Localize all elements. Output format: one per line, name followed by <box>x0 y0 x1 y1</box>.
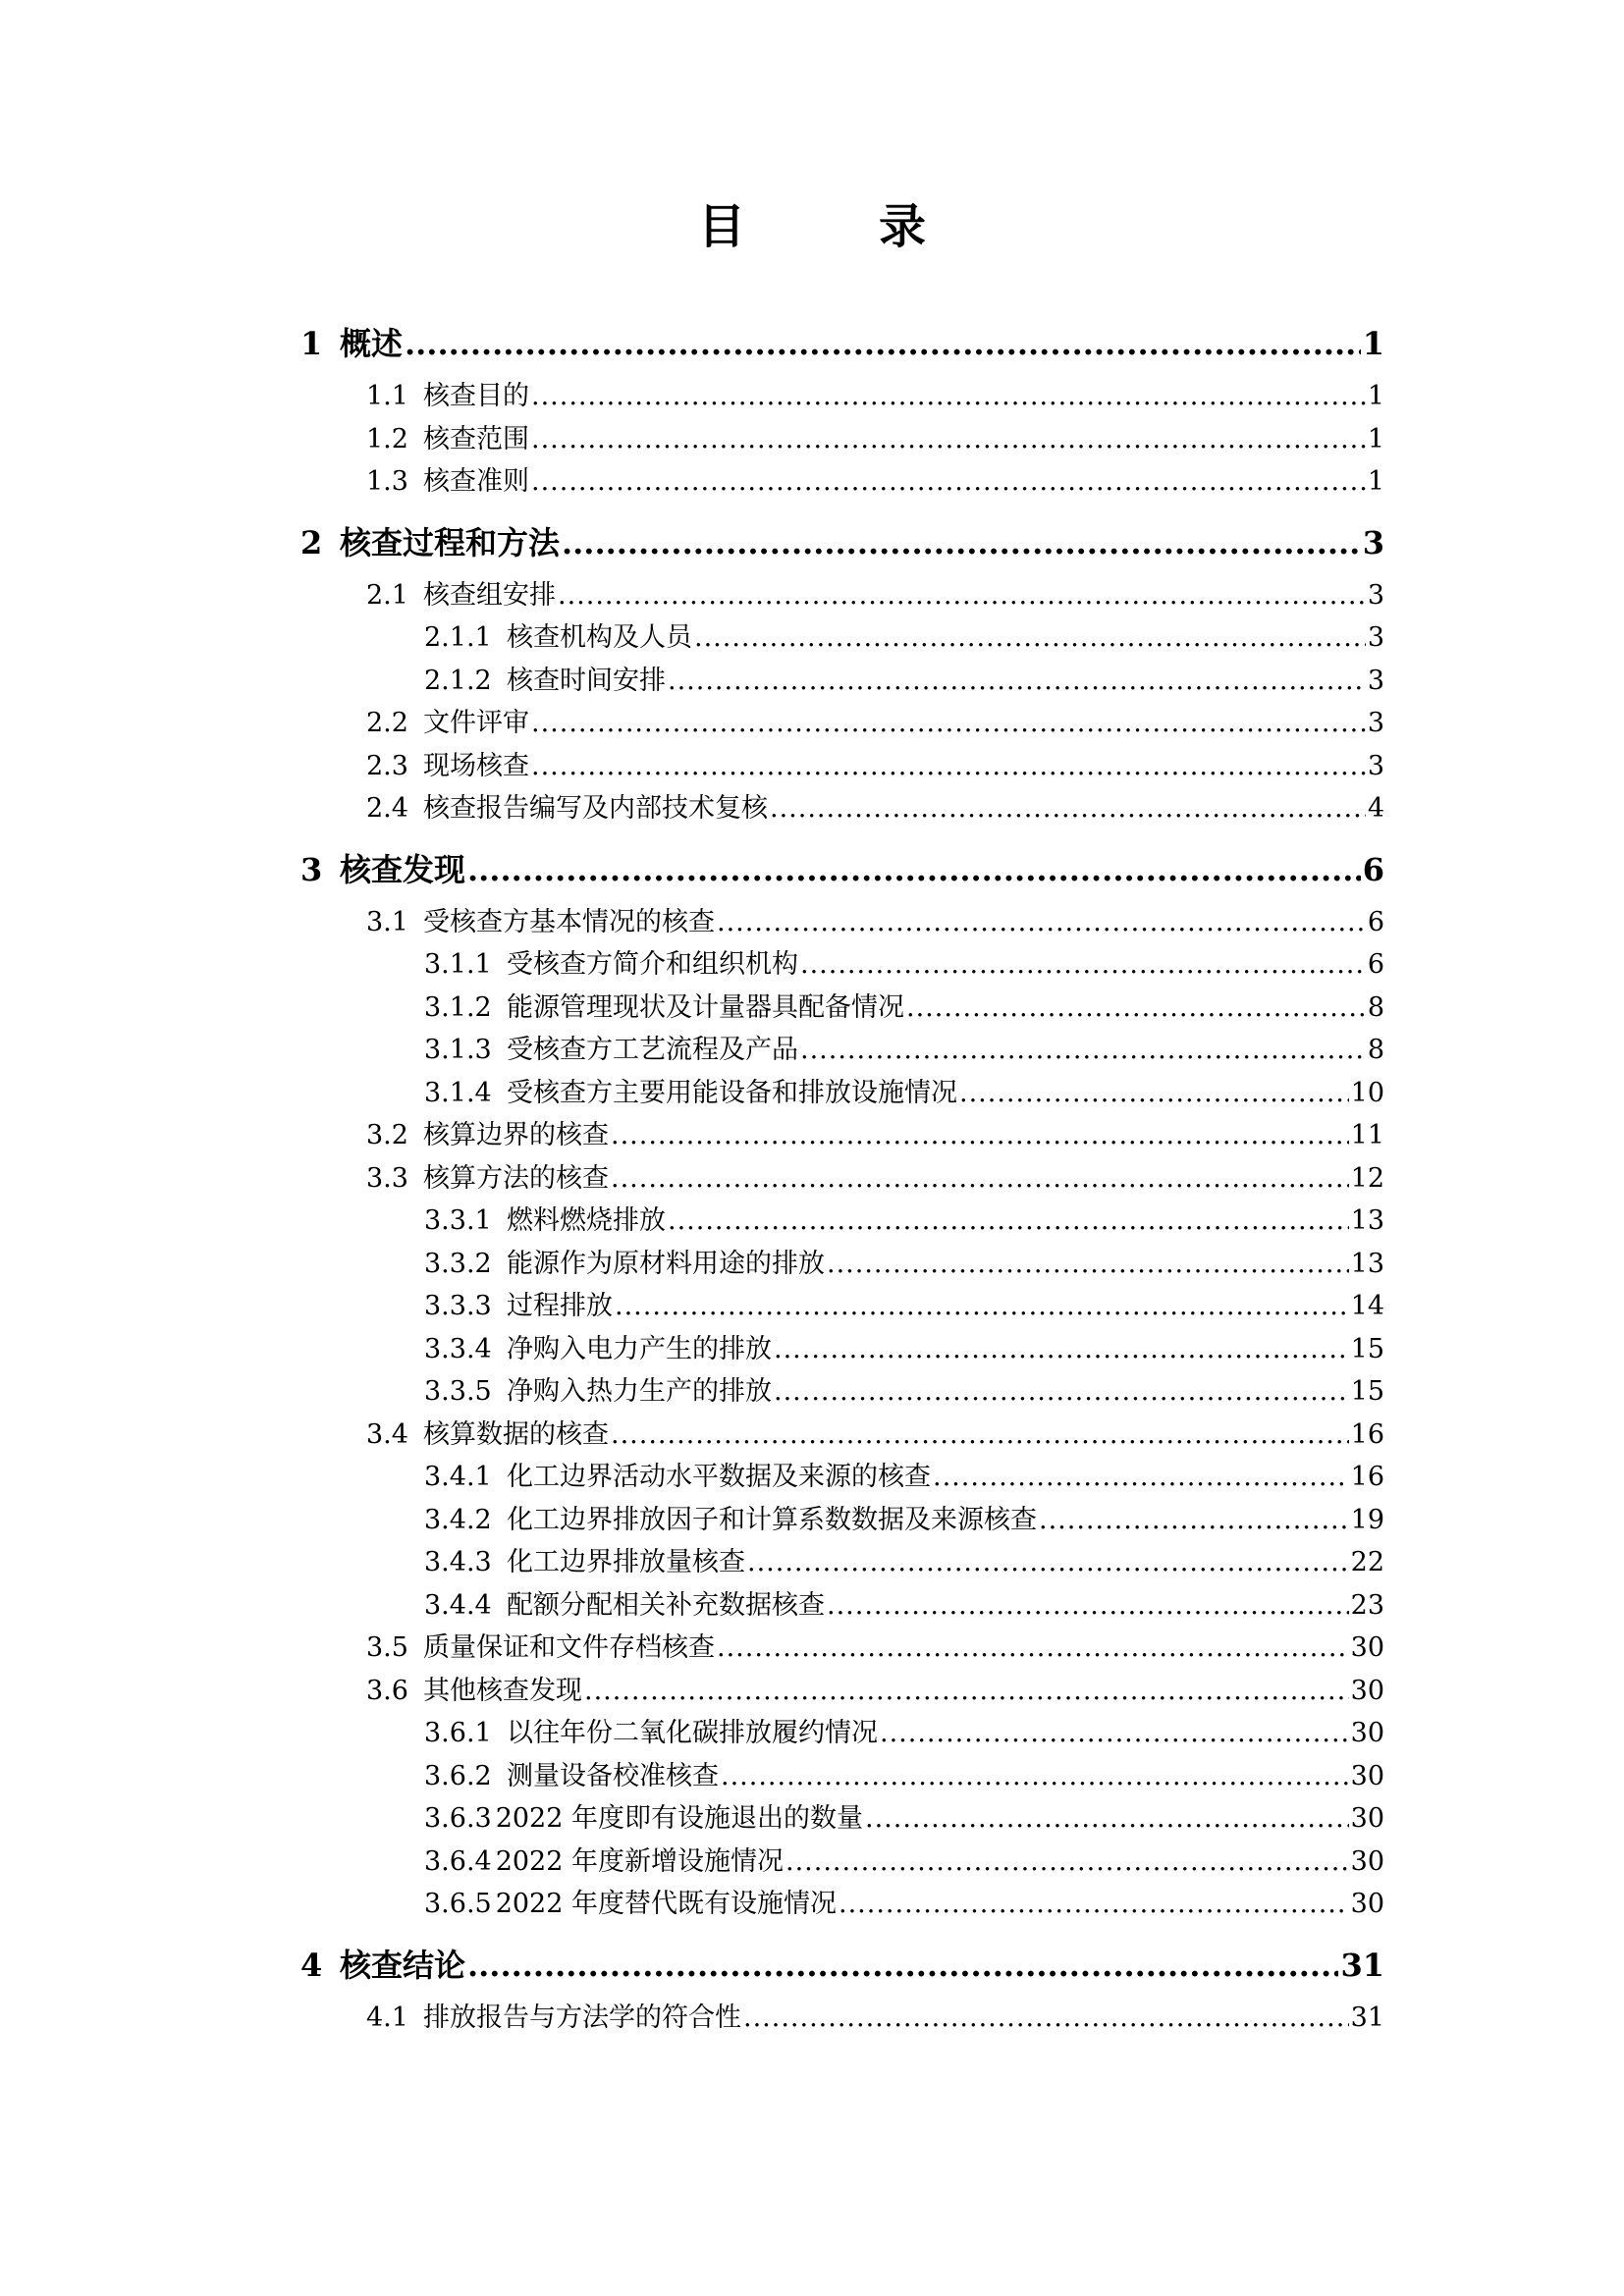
dot-leader <box>933 1456 1349 1499</box>
dot-leader <box>611 1114 1349 1157</box>
toc-entry-label <box>424 1370 772 1414</box>
dot-leader <box>717 901 1366 944</box>
toc-entry-number: 3.4.2 <box>424 1504 492 1535</box>
toc-entry-number: 3.6.5 <box>424 1889 492 1919</box>
toc-entry-title: 净购入电力产生的排放 <box>507 1333 772 1364</box>
toc-entry-label <box>424 1285 613 1328</box>
toc-entry[interactable] <box>300 1755 1384 1798</box>
dot-leader <box>880 1712 1349 1755</box>
toc-entry[interactable] <box>300 660 1384 703</box>
dot-leader <box>531 460 1366 504</box>
toc-entry-label <box>366 1114 609 1157</box>
toc-entry-number: 3.6 <box>366 1675 408 1706</box>
toc-entry-number: 3.6.3 <box>424 1803 492 1834</box>
toc-entry-title: 能源作为原材料用途的排放 <box>507 1248 825 1279</box>
toc-entry-title: 2022 年度替代既有设施情况 <box>495 1889 837 1919</box>
toc-entry[interactable] <box>300 1584 1384 1628</box>
toc-entry-number: 3.3.4 <box>424 1333 492 1364</box>
toc-entry-page: 3 <box>1367 579 1384 611</box>
toc-entry[interactable] <box>300 1328 1384 1371</box>
toc-entry-label <box>366 702 529 745</box>
toc-entry-page: 14 <box>1350 1291 1384 1321</box>
toc-entry-number: 3.6.1 <box>424 1718 492 1748</box>
toc-entry-title: 核查时间安排 <box>507 665 666 696</box>
toc-entry[interactable] <box>300 1072 1384 1115</box>
toc-entry-title: 概述 <box>340 325 404 362</box>
toc-entry-number: 2.1 <box>366 579 408 611</box>
toc-entry-number: 3.3.2 <box>424 1248 492 1279</box>
dot-leader <box>747 1541 1349 1584</box>
toc-entry-number: 3.4.1 <box>424 1462 492 1492</box>
toc-entry[interactable] <box>300 1200 1384 1243</box>
toc-entry-label <box>300 523 560 562</box>
toc-entry-number: 4 <box>300 1946 323 1984</box>
toc-entry-label <box>424 1072 957 1115</box>
dot-leader <box>839 1883 1349 1926</box>
toc-entry-label <box>424 1841 784 1884</box>
toc-entry-page: 8 <box>1367 991 1384 1023</box>
toc-entry[interactable] <box>300 1841 1384 1884</box>
toc-entry-label <box>300 1946 465 1985</box>
dot-leader <box>906 987 1366 1030</box>
dot-leader <box>531 375 1366 418</box>
toc-entry-label <box>424 660 666 703</box>
toc-entry-page: 22 <box>1350 1547 1384 1577</box>
toc-entry[interactable] <box>300 1627 1384 1670</box>
toc-entry[interactable] <box>300 1670 1384 1713</box>
toc-entry-page: 31 <box>1340 1946 1384 1984</box>
toc-entry-page: 30 <box>1350 1889 1384 1919</box>
toc-entry-title: 受核查方主要用能设备和排放设施情况 <box>507 1077 957 1108</box>
toc-entry-label <box>366 1414 609 1457</box>
toc-entry-page: 13 <box>1350 1205 1384 1236</box>
dot-leader <box>721 1755 1349 1798</box>
dot-leader <box>774 1328 1349 1371</box>
dot-leader <box>774 1370 1349 1414</box>
toc-entry-title: 以往年份二氧化碳排放履约情况 <box>507 1718 878 1748</box>
toc-entry[interactable] <box>300 1946 1384 1985</box>
toc-entry[interactable] <box>300 787 1384 830</box>
toc-entry-page: 30 <box>1350 1760 1384 1791</box>
toc-entry[interactable] <box>300 943 1384 987</box>
toc-entry-page: 11 <box>1350 1120 1384 1150</box>
page-title: 目 录 <box>697 199 969 254</box>
dot-leader <box>668 1200 1349 1243</box>
toc-entry[interactable] <box>300 1456 1384 1499</box>
toc-entry-title: 核查报告编写及内部技术复核 <box>423 793 768 824</box>
toc-entry-number: 3.1.3 <box>424 1035 492 1065</box>
toc-entry-label <box>424 1200 666 1243</box>
toc-entry-number: 2 <box>300 523 323 561</box>
dot-leader <box>800 1029 1366 1072</box>
dot-leader <box>694 616 1366 660</box>
toc-entry[interactable] <box>300 418 1384 461</box>
toc-entry-title: 受核查方工艺流程及产品 <box>507 1035 798 1065</box>
toc-entry-title: 能源管理现状及计量器具配备情况 <box>507 991 904 1023</box>
toc-entry-title: 其他核查发现 <box>423 1675 582 1706</box>
toc-entry-label <box>366 574 556 617</box>
toc-entry[interactable] <box>300 1797 1384 1841</box>
toc-entry-label <box>300 850 465 889</box>
toc-entry-number: 3.4.3 <box>424 1547 492 1577</box>
dot-leader <box>717 1627 1349 1670</box>
toc-entry-page: 1 <box>1367 423 1384 454</box>
toc-entry-number: 2.1.1 <box>424 622 492 653</box>
toc-entry-page: 3 <box>1362 523 1384 561</box>
toc-entry-title: 过程排放 <box>507 1291 613 1321</box>
toc-entry-number: 3.1.1 <box>424 949 492 980</box>
toc-entry-number: 3.3.1 <box>424 1205 492 1236</box>
toc-entry-label <box>366 1997 741 2040</box>
toc-entry-label <box>424 987 904 1030</box>
toc-entry[interactable] <box>300 745 1384 788</box>
toc-entry-page: 31 <box>1350 2002 1384 2033</box>
toc-entry-number: 1.3 <box>366 466 408 497</box>
toc-entry-number: 3.3 <box>366 1162 408 1194</box>
toc-entry-label <box>424 1797 863 1841</box>
toc-entry-page: 15 <box>1350 1376 1384 1407</box>
toc-entry-title: 排放报告与方法学的符合性 <box>423 2002 741 2033</box>
toc-entry-title: 核查范围 <box>423 423 529 454</box>
toc-entry-title: 核查目的 <box>423 381 529 411</box>
toc-entry-label <box>424 943 798 987</box>
dot-leader <box>800 943 1366 987</box>
toc-entry[interactable] <box>300 1114 1384 1157</box>
toc-entry-title: 受核查方简介和组织机构 <box>507 949 798 980</box>
toc-entry-title: 核查组安排 <box>423 579 556 611</box>
toc-entry-page: 6 <box>1367 949 1384 980</box>
toc-entry-title: 2022 年度即有设施退出的数量 <box>495 1803 863 1834</box>
dot-leader <box>1039 1499 1349 1542</box>
toc-entry-label <box>366 1627 715 1670</box>
toc-entry-title: 现场核查 <box>423 750 529 781</box>
toc-entry-number: 3.4 <box>366 1418 408 1450</box>
toc-entry-number: 1.1 <box>366 381 408 411</box>
toc-entry-label <box>424 1499 1037 1542</box>
table-of-contents <box>300 304 1384 2039</box>
toc-entry[interactable] <box>300 702 1384 745</box>
toc-entry[interactable] <box>300 1243 1384 1286</box>
toc-entry[interactable] <box>300 1541 1384 1584</box>
toc-entry-page: 1 <box>1367 381 1384 411</box>
toc-entry-title: 核查发现 <box>340 850 466 888</box>
toc-entry-label <box>366 460 529 504</box>
toc-entry-page: 15 <box>1350 1333 1384 1364</box>
toc-entry[interactable] <box>300 1029 1384 1072</box>
dot-leader <box>865 1797 1349 1841</box>
toc-entry-number: 3 <box>300 850 323 888</box>
toc-entry-page: 13 <box>1350 1248 1384 1279</box>
toc-entry-page: 3 <box>1367 622 1384 653</box>
toc-entry-title: 2022 年度新增设施情况 <box>495 1845 784 1877</box>
toc-entry-title: 文件评审 <box>423 708 529 738</box>
dot-leader <box>467 1946 1338 1985</box>
dot-leader <box>611 1157 1349 1201</box>
toc-entry-label <box>424 1243 825 1286</box>
toc-entry-page: 3 <box>1367 665 1384 696</box>
toc-entry-title: 配额分配相关补充数据核查 <box>507 1589 825 1621</box>
toc-entry[interactable] <box>300 1414 1384 1457</box>
toc-entry-title: 核查机构及人员 <box>507 622 692 653</box>
toc-entry-number: 1.2 <box>366 423 408 454</box>
dot-leader <box>584 1670 1349 1713</box>
toc-entry-title: 测量设备校准核查 <box>507 1760 719 1791</box>
toc-entry-label <box>424 1029 798 1072</box>
toc-entry-page: 6 <box>1362 850 1384 888</box>
toc-entry-page: 16 <box>1350 1462 1384 1492</box>
toc-entry-page: 12 <box>1350 1162 1384 1194</box>
toc-entry-number: 3.3.5 <box>424 1376 492 1407</box>
toc-entry-page: 1 <box>1362 325 1384 362</box>
toc-entry-title: 质量保证和文件存档核查 <box>423 1632 715 1663</box>
toc-entry-number: 3.1.4 <box>424 1077 492 1108</box>
toc-entry-page: 16 <box>1350 1418 1384 1450</box>
toc-entry[interactable] <box>300 987 1384 1030</box>
toc-entry-page: 6 <box>1367 906 1384 937</box>
toc-entry-number: 1 <box>300 325 323 362</box>
toc-entry-page: 8 <box>1367 1035 1384 1065</box>
dot-leader <box>558 574 1366 617</box>
toc-entry[interactable] <box>300 1370 1384 1414</box>
toc-entry-page: 3 <box>1367 750 1384 781</box>
dot-leader <box>770 787 1366 830</box>
toc-entry-title: 化工边界排放量核查 <box>507 1547 745 1577</box>
toc-entry-number: 3.1.2 <box>424 991 492 1023</box>
dot-leader <box>827 1584 1349 1628</box>
dot-leader <box>531 745 1366 788</box>
toc-entry-page: 30 <box>1350 1718 1384 1748</box>
dot-leader <box>531 702 1366 745</box>
dot-leader <box>959 1072 1349 1115</box>
toc-entry-number: 2.1.2 <box>424 665 492 696</box>
toc-entry-title: 净购入热力生产的排放 <box>507 1376 772 1407</box>
toc-entry-page: 30 <box>1350 1845 1384 1877</box>
toc-entry-label <box>366 745 529 788</box>
toc-entry[interactable] <box>300 616 1384 660</box>
toc-entry-title: 核算数据的核查 <box>423 1418 609 1450</box>
toc-entry[interactable] <box>300 850 1384 889</box>
toc-entry-title: 核查结论 <box>340 1946 466 1984</box>
toc-entry-label <box>424 1541 745 1584</box>
toc-entry-page: 30 <box>1350 1675 1384 1706</box>
toc-entry-label <box>424 1883 837 1926</box>
toc-entry-label <box>424 1755 719 1798</box>
toc-entry-label <box>424 1328 772 1371</box>
toc-entry-label <box>424 616 692 660</box>
toc-entry-title: 化工边界活动水平数据及来源的核查 <box>507 1462 931 1492</box>
toc-entry-title: 核查准则 <box>423 466 529 497</box>
toc-entry[interactable] <box>300 1499 1384 1542</box>
toc-entry[interactable] <box>300 901 1384 944</box>
toc-entry-number: 2.3 <box>366 750 408 781</box>
toc-entry[interactable] <box>300 375 1384 418</box>
toc-entry-number: 2.2 <box>366 708 408 738</box>
dot-leader <box>827 1243 1349 1286</box>
toc-entry-page: 19 <box>1350 1504 1384 1535</box>
toc-entry-label <box>424 1456 931 1499</box>
toc-entry-number: 3.1 <box>366 906 408 937</box>
toc-entry-page: 30 <box>1350 1632 1384 1663</box>
toc-entry[interactable] <box>300 1997 1384 2040</box>
toc-entry[interactable] <box>300 324 1384 363</box>
toc-entry-label <box>366 1157 609 1201</box>
toc-entry-number: 3.6.4 <box>424 1845 492 1877</box>
dot-leader <box>615 1285 1349 1328</box>
toc-entry-number: 3.3.3 <box>424 1291 492 1321</box>
toc-entry-number: 2.4 <box>366 793 408 824</box>
toc-entry-number: 4.1 <box>366 2002 408 2033</box>
toc-entry-page: 30 <box>1350 1803 1384 1834</box>
toc-entry-label <box>366 418 529 461</box>
dot-leader <box>743 1997 1349 2040</box>
toc-entry-number: 3.5 <box>366 1632 408 1663</box>
toc-entry[interactable] <box>300 574 1384 617</box>
dot-leader <box>531 418 1366 461</box>
toc-entry-page: 10 <box>1350 1077 1384 1108</box>
dot-leader <box>611 1414 1349 1457</box>
toc-entry-label <box>366 375 529 418</box>
toc-entry-label <box>300 324 403 363</box>
toc-entry-label <box>366 1670 582 1713</box>
toc-entry[interactable] <box>300 460 1384 504</box>
toc-entry[interactable] <box>300 1157 1384 1201</box>
dot-leader <box>467 850 1361 889</box>
toc-entry-label <box>424 1584 825 1628</box>
toc-entry-label <box>424 1712 878 1755</box>
toc-entry-number: 3.6.2 <box>424 1760 492 1791</box>
toc-entry[interactable] <box>300 1883 1384 1926</box>
toc-entry[interactable] <box>300 1712 1384 1755</box>
toc-entry-page: 23 <box>1350 1589 1384 1621</box>
toc-entry-number: 3.2 <box>366 1120 408 1150</box>
toc-entry-title: 化工边界排放因子和计算系数数据及来源核查 <box>507 1504 1037 1535</box>
dot-leader <box>405 324 1361 363</box>
toc-entry-page: 3 <box>1367 708 1384 738</box>
toc-entry-title: 受核查方基本情况的核查 <box>423 906 715 937</box>
toc-entry-number: 3.4.4 <box>424 1589 492 1621</box>
dot-leader <box>668 660 1366 703</box>
toc-entry-page: 4 <box>1367 793 1384 824</box>
dot-leader <box>785 1841 1349 1884</box>
toc-entry-label <box>366 787 768 830</box>
toc-entry[interactable] <box>300 1285 1384 1328</box>
toc-entry-title: 核算方法的核查 <box>423 1162 609 1194</box>
toc-entry-title: 燃料燃烧排放 <box>507 1205 666 1236</box>
toc-entry-title: 核查过程和方法 <box>340 523 561 561</box>
toc-entry-page: 1 <box>1367 466 1384 497</box>
dot-leader <box>562 523 1361 562</box>
toc-entry-label <box>366 901 715 944</box>
toc-entry-title: 核算边界的核查 <box>423 1120 609 1150</box>
toc-entry[interactable] <box>300 523 1384 562</box>
